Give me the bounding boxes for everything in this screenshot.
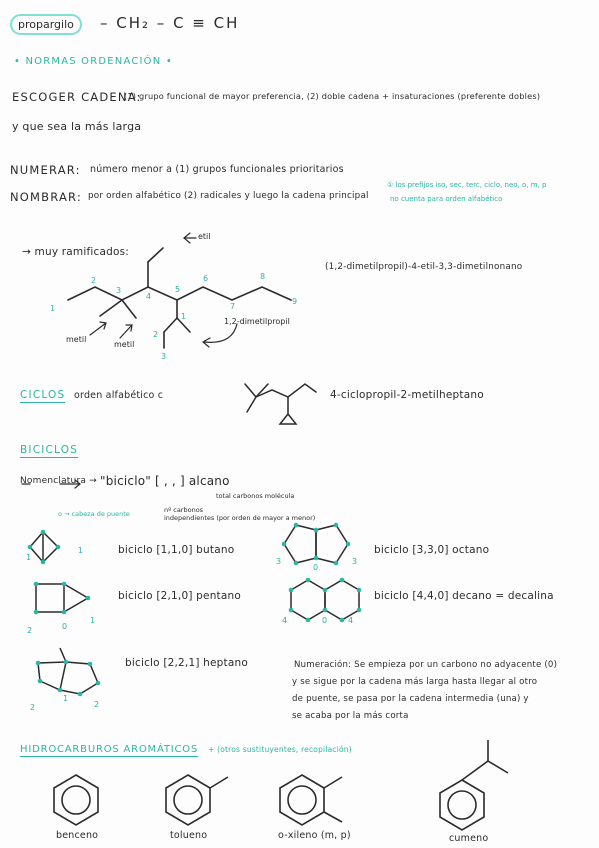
independientes-note: independientes (por orden de mayor a menor) — [164, 514, 316, 522]
heptano-num-2: 1 — [63, 694, 69, 703]
pentano-num-1: 2 — [27, 626, 33, 635]
benceno-ring — [54, 775, 98, 825]
octano-num-3: 3 — [352, 557, 358, 566]
xileno-ring — [280, 775, 342, 825]
tolueno-ring — [166, 775, 228, 825]
biciclo-pentano — [36, 584, 88, 612]
nombrar-text: por orden alfabético (2) radicales y luego la cadena principal — [88, 191, 369, 201]
chain-num-7: 7 — [230, 302, 236, 311]
chain-num-1: 1 — [50, 304, 56, 313]
numeracion-line-4: se acaba por la más corta — [292, 711, 409, 721]
biciclo-decano — [291, 580, 359, 620]
chain-num-6: 6 — [203, 274, 209, 283]
biciclo-heptano-name: biciclo [2,2,1] heptano — [125, 657, 248, 669]
chain-num-3: 3 — [116, 286, 122, 295]
biciclo-formula: "biciclo" [ , , ] alcano — [100, 474, 230, 488]
aromaticos-title: HIDROCARBUROS AROMÁTICOS — [20, 744, 199, 755]
escoger-label: ESCOGER CADENA: — [12, 90, 142, 104]
biciclo-butano-name: biciclo [1,1,0] butano — [118, 544, 235, 556]
branched-molecule — [68, 248, 291, 348]
alcano-note: total carbonos molécula — [216, 492, 295, 500]
tolueno-label: tolueno — [170, 830, 208, 841]
nombrar-note-1: ① los prefijos iso, sec, terc, ciclo, neo, o, m, p — [387, 181, 547, 189]
numeracion-line-3: de puente, se pasa por la cadena intermedia (una) y — [292, 694, 529, 704]
benceno-label: benceno — [56, 830, 99, 841]
ciclos-text: orden alfabético c — [74, 390, 164, 401]
biciclo-decano-name: biciclo [4,4,0] decano = decalina — [374, 590, 554, 602]
biciclo-butano — [30, 532, 58, 562]
chain-num-8: 8 — [260, 272, 266, 281]
nombrar-label: NOMBRAR: — [10, 190, 82, 204]
numerar-text: número menor a (1) grupos funcionales prioritarios — [90, 164, 344, 175]
biciclo-pentano-name: biciclo [2,1,0] pentano — [118, 590, 241, 602]
normas-title: • NORMAS ORDENACIÓN • — [14, 56, 173, 67]
bridgehead-note: o → cabeza de puente — [58, 510, 130, 518]
octano-num-1: 3 — [276, 557, 282, 566]
dimetilpropil-label: 1,2-dimetilpropil — [224, 317, 290, 326]
chain-num-4: 4 — [146, 292, 152, 301]
decano-num-3: 4 — [348, 616, 354, 625]
numeracion-line-1: Numeración: Se empieza por un carbono no adyacente (0) — [294, 660, 558, 670]
ciclos-title: CICLOS — [20, 389, 66, 401]
aromaticos-subtitle: + (otros sustituyentes, recopilación) — [208, 745, 352, 754]
chain-num-5: 5 — [175, 285, 181, 294]
cyclo-molecule — [245, 384, 316, 424]
heptano-num-1: 2 — [30, 703, 36, 712]
butano-num-2: 1 — [78, 546, 84, 555]
metil-label-2: metil — [114, 340, 135, 349]
escoger-text: (1) grupo funcional de mayor preferencia, (2) doble cadena + insaturaciones (preferente dobles) — [124, 91, 541, 101]
ciclo-name: 4-ciclopropil-2-metilheptano — [330, 389, 484, 401]
cumeno-ring — [440, 740, 508, 830]
ramificado-name: (1,2-dimetilpropil)-4-etil-3,3-dimetilnonano — [325, 262, 523, 272]
biciclos-title: BICICLOS — [20, 444, 79, 456]
sub-num-1: 1 — [181, 312, 187, 321]
chain-num-9: 9 — [292, 297, 298, 306]
ramificados-label: → muy ramificados: — [22, 246, 129, 258]
propargilo-badge: propargilo — [10, 14, 82, 35]
decano-num-2: 0 — [322, 616, 328, 625]
numeracion-line-2: y se sigue por la cadena más larga hasta llegar al otro — [292, 677, 538, 687]
sub-num-2: 2 — [153, 330, 159, 339]
octano-num-2: 0 — [313, 563, 319, 572]
metil-label-1: metil — [66, 335, 87, 344]
sub-num-3: 3 — [161, 352, 167, 361]
xileno-label: o-xileno (m, p) — [278, 830, 351, 841]
cumeno-label: cumeno — [449, 833, 489, 844]
decano-num-1: 4 — [282, 616, 288, 625]
biciclo-heptano — [38, 648, 98, 694]
numerar-label: NUMERAR: — [10, 163, 81, 177]
carbonos-note: nº carbonos — [164, 506, 204, 514]
nombrar-note-2: no cuenta para orden alfabético — [390, 195, 503, 203]
pentano-num-3: 1 — [90, 616, 96, 625]
heptano-num-3: 2 — [94, 700, 100, 709]
chain-num-2: 2 — [91, 276, 97, 285]
butano-num-1: 1 — [26, 553, 32, 562]
nomenclatura-label: Nomenclatura → — [20, 476, 97, 486]
etil-label: etil — [198, 232, 211, 241]
pentano-num-2: 0 — [62, 622, 68, 631]
propargilo-formula: – CH₂ – C ≡ CH — [100, 14, 240, 32]
biciclo-octano-name: biciclo [3,3,0] octano — [374, 544, 490, 556]
escoger-text-2: y que sea la más larga — [12, 120, 142, 133]
